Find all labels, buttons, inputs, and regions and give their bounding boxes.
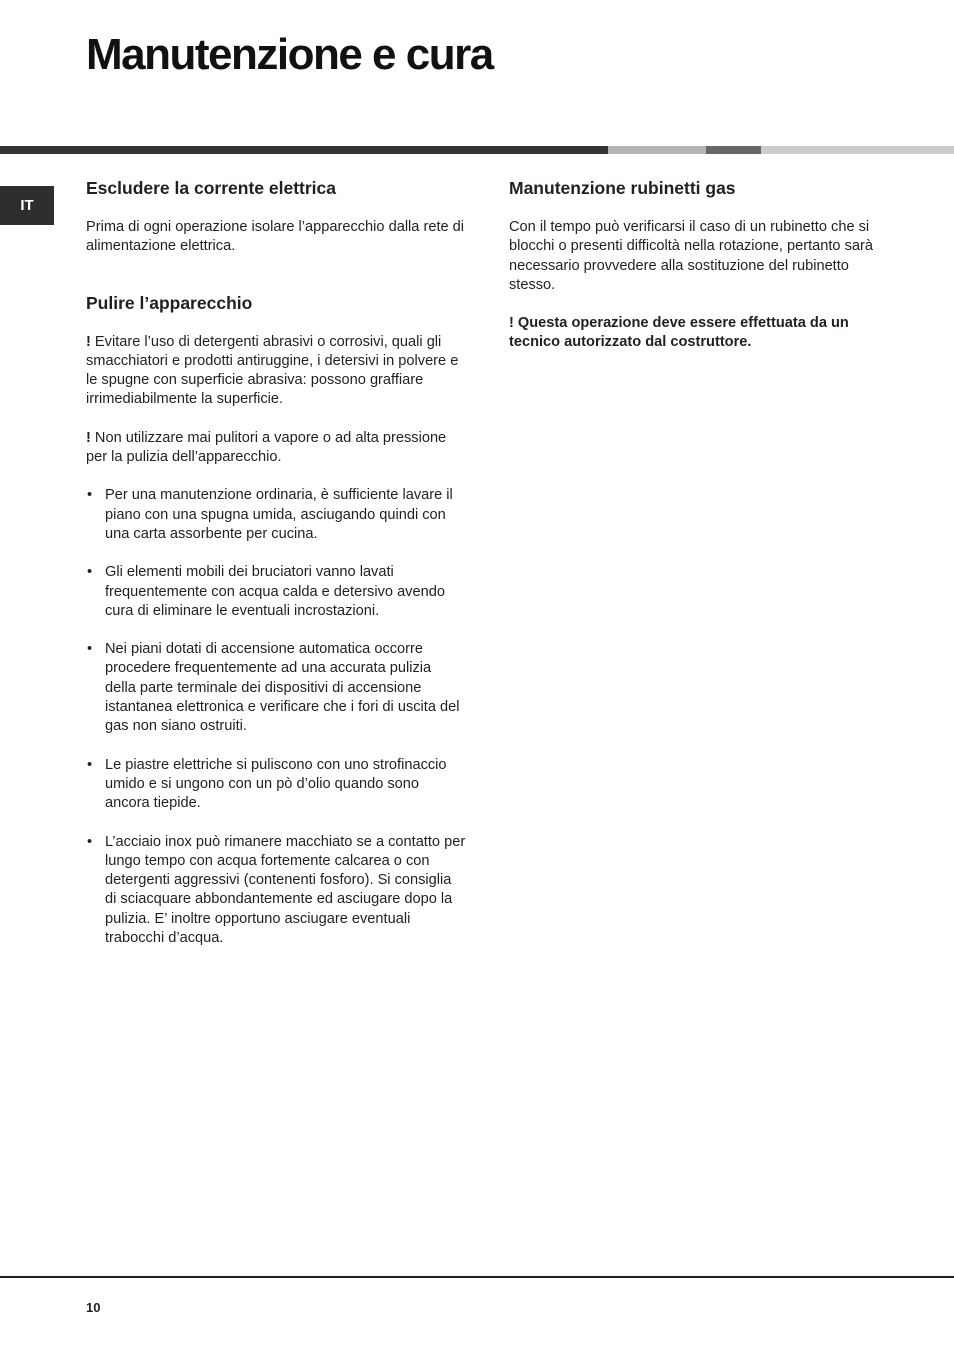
language-tab: IT — [0, 186, 54, 225]
warning-abrasives — [86, 333, 466, 410]
list-item — [86, 833, 466, 949]
section-text-power: Prima di ogni operazione isolare l’apparecchio dalla rete di alimentazione elettrica. — [86, 219, 465, 255]
list-item — [86, 486, 466, 544]
warning-steam-text: Non utilizzare mai pulitori a vapore o ad alta pressione per la pulizia dell’apparecchio. — [86, 429, 447, 466]
section-heading-gas-taps: Manutenzione rubinetti gas — [509, 178, 736, 198]
warning-abrasives-text: Evitare l’uso di detergenti abrasivi o corrosivi, quali gli smacchiatori e prodotti antiruggine, i detersivi in polvere e le spugne con superficie abrasiva: possono graffiare irrimediabilmente la superficie. — [86, 333, 459, 408]
header-bar-segment-pale — [761, 146, 954, 154]
page-title: Manutenzione e cura — [86, 30, 493, 79]
header-bar-segment-light — [608, 146, 706, 154]
warning-steam — [86, 429, 466, 468]
cleaning-bullet-list — [86, 486, 466, 948]
right-column — [509, 178, 894, 353]
section-heading-cleaning: Pulire l’apparecchio — [86, 292, 253, 313]
page-number: 10 — [86, 1300, 101, 1315]
warning-technician: ! Questa operazione deve essere effettuata da un tecnico autorizzato dal costruttore. — [509, 315, 849, 351]
list-item-text: Le piastre elettriche si puliscono con uno strofinaccio umido e si ungono con un pò d’olio quando sono ancora tiepide. — [105, 756, 447, 812]
bullet-icon: • — [87, 564, 93, 581]
footer-divider — [0, 1276, 954, 1278]
header-bar-segment-dark — [0, 146, 608, 154]
bullet-icon: • — [87, 756, 93, 773]
bullet-icon: • — [87, 641, 93, 658]
list-item-text: Nei piani dotati di accensione automatica occorre procedere frequentemente ad una accurata pulizia della parte terminale dei dispositivi di accensione istantanea elettronica e verificare che i fori di uscita del gas non siano ostruiti. — [105, 641, 460, 735]
section-heading-power: Escludere la corrente elettrica — [86, 178, 336, 198]
warning-mark: ! — [86, 333, 91, 350]
bullet-icon: • — [87, 833, 93, 850]
list-item — [86, 563, 466, 621]
list-item — [86, 640, 466, 736]
bullet-icon: • — [87, 487, 93, 504]
section-text-gas-taps: Con il tempo può verificarsi il caso di un rubinetto che si blocchi o presenti difficoltà nella rotazione, pertanto sarà necessario provvedere alla sostituzione del rubinetto stesso. — [509, 219, 873, 293]
warning-mark: ! — [86, 429, 91, 446]
header-bar-segment-mid — [706, 146, 761, 154]
list-item-text: Per una manutenzione ordinaria, è sufficiente lavare il piano con una spugna umida, asciugando quindi con una carta assorbente per cucina. — [105, 487, 453, 542]
list-item-text: Gli elementi mobili dei bruciatori vanno lavati frequentemente con acqua calda e detersivo avendo cura di eliminare le eventuali incrostazioni. — [105, 564, 445, 619]
list-item-text: L’acciaio inox può rimanere macchiato se a contatto per lungo tempo con acqua fortemente calcarea o con detergenti aggressivi (contenenti fosforo). Si consiglia di sciacquare abbondantemente ed asciugare dopo la pulizia. E’ inoltre opportuno asciugare eventuali trabocchi d’acqua. — [105, 833, 466, 947]
list-item — [86, 756, 466, 814]
left-column — [86, 178, 466, 948]
